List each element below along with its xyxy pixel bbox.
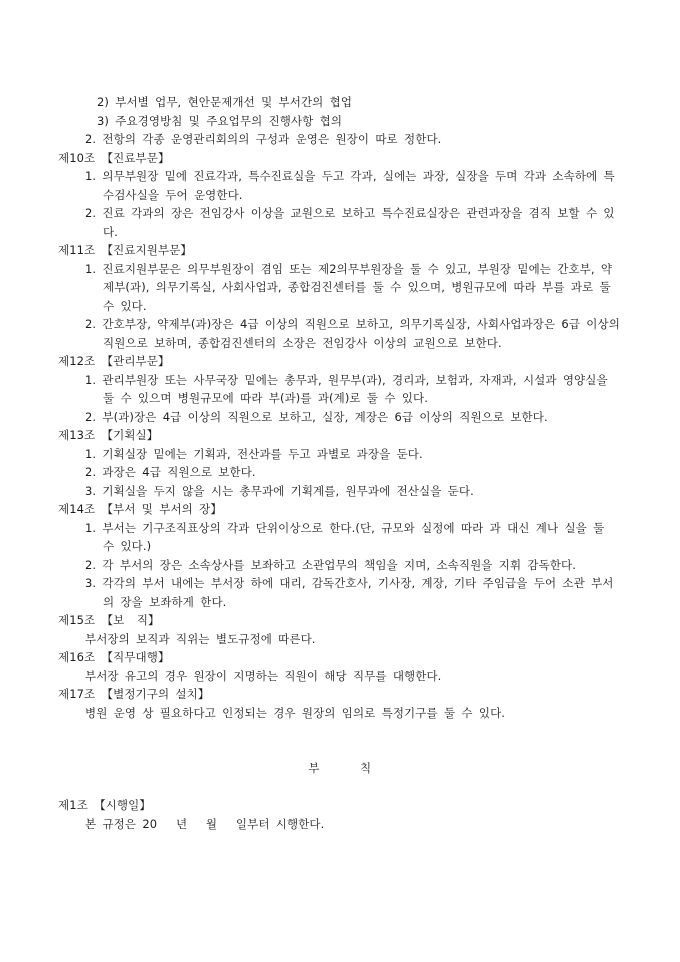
continuation-line: 둘 수 있으며 병원규모에 따라 부(과)를 과(계)로 둘 수 있다. [103, 391, 428, 405]
sub-item-line: 3) 주요경영방침 및 주요업무의 진행사항 협의 [97, 113, 343, 128]
clause-line: 2. 전항의 각종 운영관리회의의 구성과 운영은 원장이 따로 정한다. [85, 132, 442, 146]
addendum-title: 부 칙 [308, 761, 372, 775]
blank-line [0, 778, 680, 797]
continuation-line: 제부(과), 의무기록실, 사회사업과, 종합검진센터를 둘 수 있으며, 병원규모에 따라 부를 과로 둘 [103, 280, 611, 294]
clause-line: 1. 의무부원장 밑에 진료각과, 특수진료실을 두고 각과, 실에는 과장, 실장을 두며 각과 소속하에 특 [85, 169, 615, 183]
article-heading: 제1조 【시행일】 [58, 798, 151, 812]
clause-line: 3. 기획실을 두지 않을 시는 총무과에 기획계를, 원무과에 전산실을 둔다. [85, 483, 474, 498]
continuation-line: 의 장을 보좌하게 한다. [103, 594, 227, 609]
clause-line: 2. 진료 각과의 장은 전임강사 이상을 교원으로 보하고 특수진료실장은 관련과장을 겸직 보할 수 있 [85, 206, 615, 220]
document-body [0, 93, 680, 833]
article-heading: 제13조 【기획실】 [58, 428, 159, 442]
sub-item-line: 2) 부서별 업무, 현안문제개선 및 부서간의 협업 [97, 95, 353, 109]
continuation-line: 수 있다.) [103, 539, 152, 553]
clause-line: 3. 각각의 부서 내에는 부서장 하에 대리, 감독간호사, 기사장, 계장, 기타 주임급을 두어 소관 부서 [85, 576, 614, 590]
clause-line: 2. 부(과)장은 4급 이상의 직원으로 보하고, 실장, 계장은 6급 이상의 직원으로 보한다. [85, 409, 548, 424]
clause-line: 2. 과장은 4급 직원으로 보한다. [85, 465, 256, 479]
article-heading: 제11조 【진료지원부문】 [58, 243, 192, 257]
continuation-line: 다. [103, 224, 118, 239]
clause-line: 병원 운영 상 필요하다고 인정되는 경우 원장의 임의로 특정기구를 둘 수 있다. [85, 705, 506, 720]
clause-line: 본 규정은 20 년 월 일부터 시행한다. [85, 816, 325, 831]
clause-line: 1. 부서는 기구조직표상의 각과 단위이상으로 한다.(단, 규모와 실정에 따라 과 대신 계나 실을 둘 [85, 520, 605, 535]
blank-line [0, 741, 680, 760]
clause-line: 2. 간호부장, 약제부(과)장은 4급 이상의 직원으로 보하고, 의무기록실장, 사회사업과장은 6급 이상의 [85, 317, 620, 331]
article-heading: 제14조 【부서 및 부서의 장】 [58, 502, 222, 516]
continuation-line: 수검사실을 두어 운영한다. [103, 187, 243, 202]
article-heading: 제12조 【관리부문】 [58, 354, 170, 368]
article-heading: 제15조 【보 직】 [58, 613, 160, 627]
continuation-line: 직원으로 보하며, 종합검진센터의 소장은 전임강사 이상의 교원으로 보한다. [103, 335, 502, 350]
blank-line [0, 722, 680, 741]
article-heading: 제10조 【진료부문】 [58, 150, 170, 165]
clause-line: 2. 각 부서의 장은 소속상사를 보좌하고 소관업무의 책임을 지며, 소속직원을 지휘 감독한다. [85, 557, 577, 572]
clause-line: 부서장 유고의 경우 원장이 지명하는 직원이 해당 직무를 대행한다. [85, 668, 442, 683]
continuation-line: 수 있다. [103, 298, 147, 313]
clause-line: 1. 진료지원부문은 의무부원장이 겸임 또는 제2의무부원장을 둘 수 있고, 부원장 밑에는 간호부, 약 [85, 261, 613, 276]
article-heading: 제17조 【별정기구의 설치】 [58, 687, 210, 701]
clause-line: 부서장의 보직과 직위는 별도규정에 따른다. [85, 631, 316, 646]
clause-line: 1. 기획실장 밑에는 기획과, 전산과를 두고 과별로 과장을 둔다. [85, 446, 423, 461]
article-heading: 제16조 【직무대행】 [58, 650, 170, 664]
clause-line: 1. 관리부원장 또는 사무국장 밑에는 총무과, 원무부(과), 경리과, 보험과, 자재과, 시설과 영양실을 [85, 372, 608, 387]
